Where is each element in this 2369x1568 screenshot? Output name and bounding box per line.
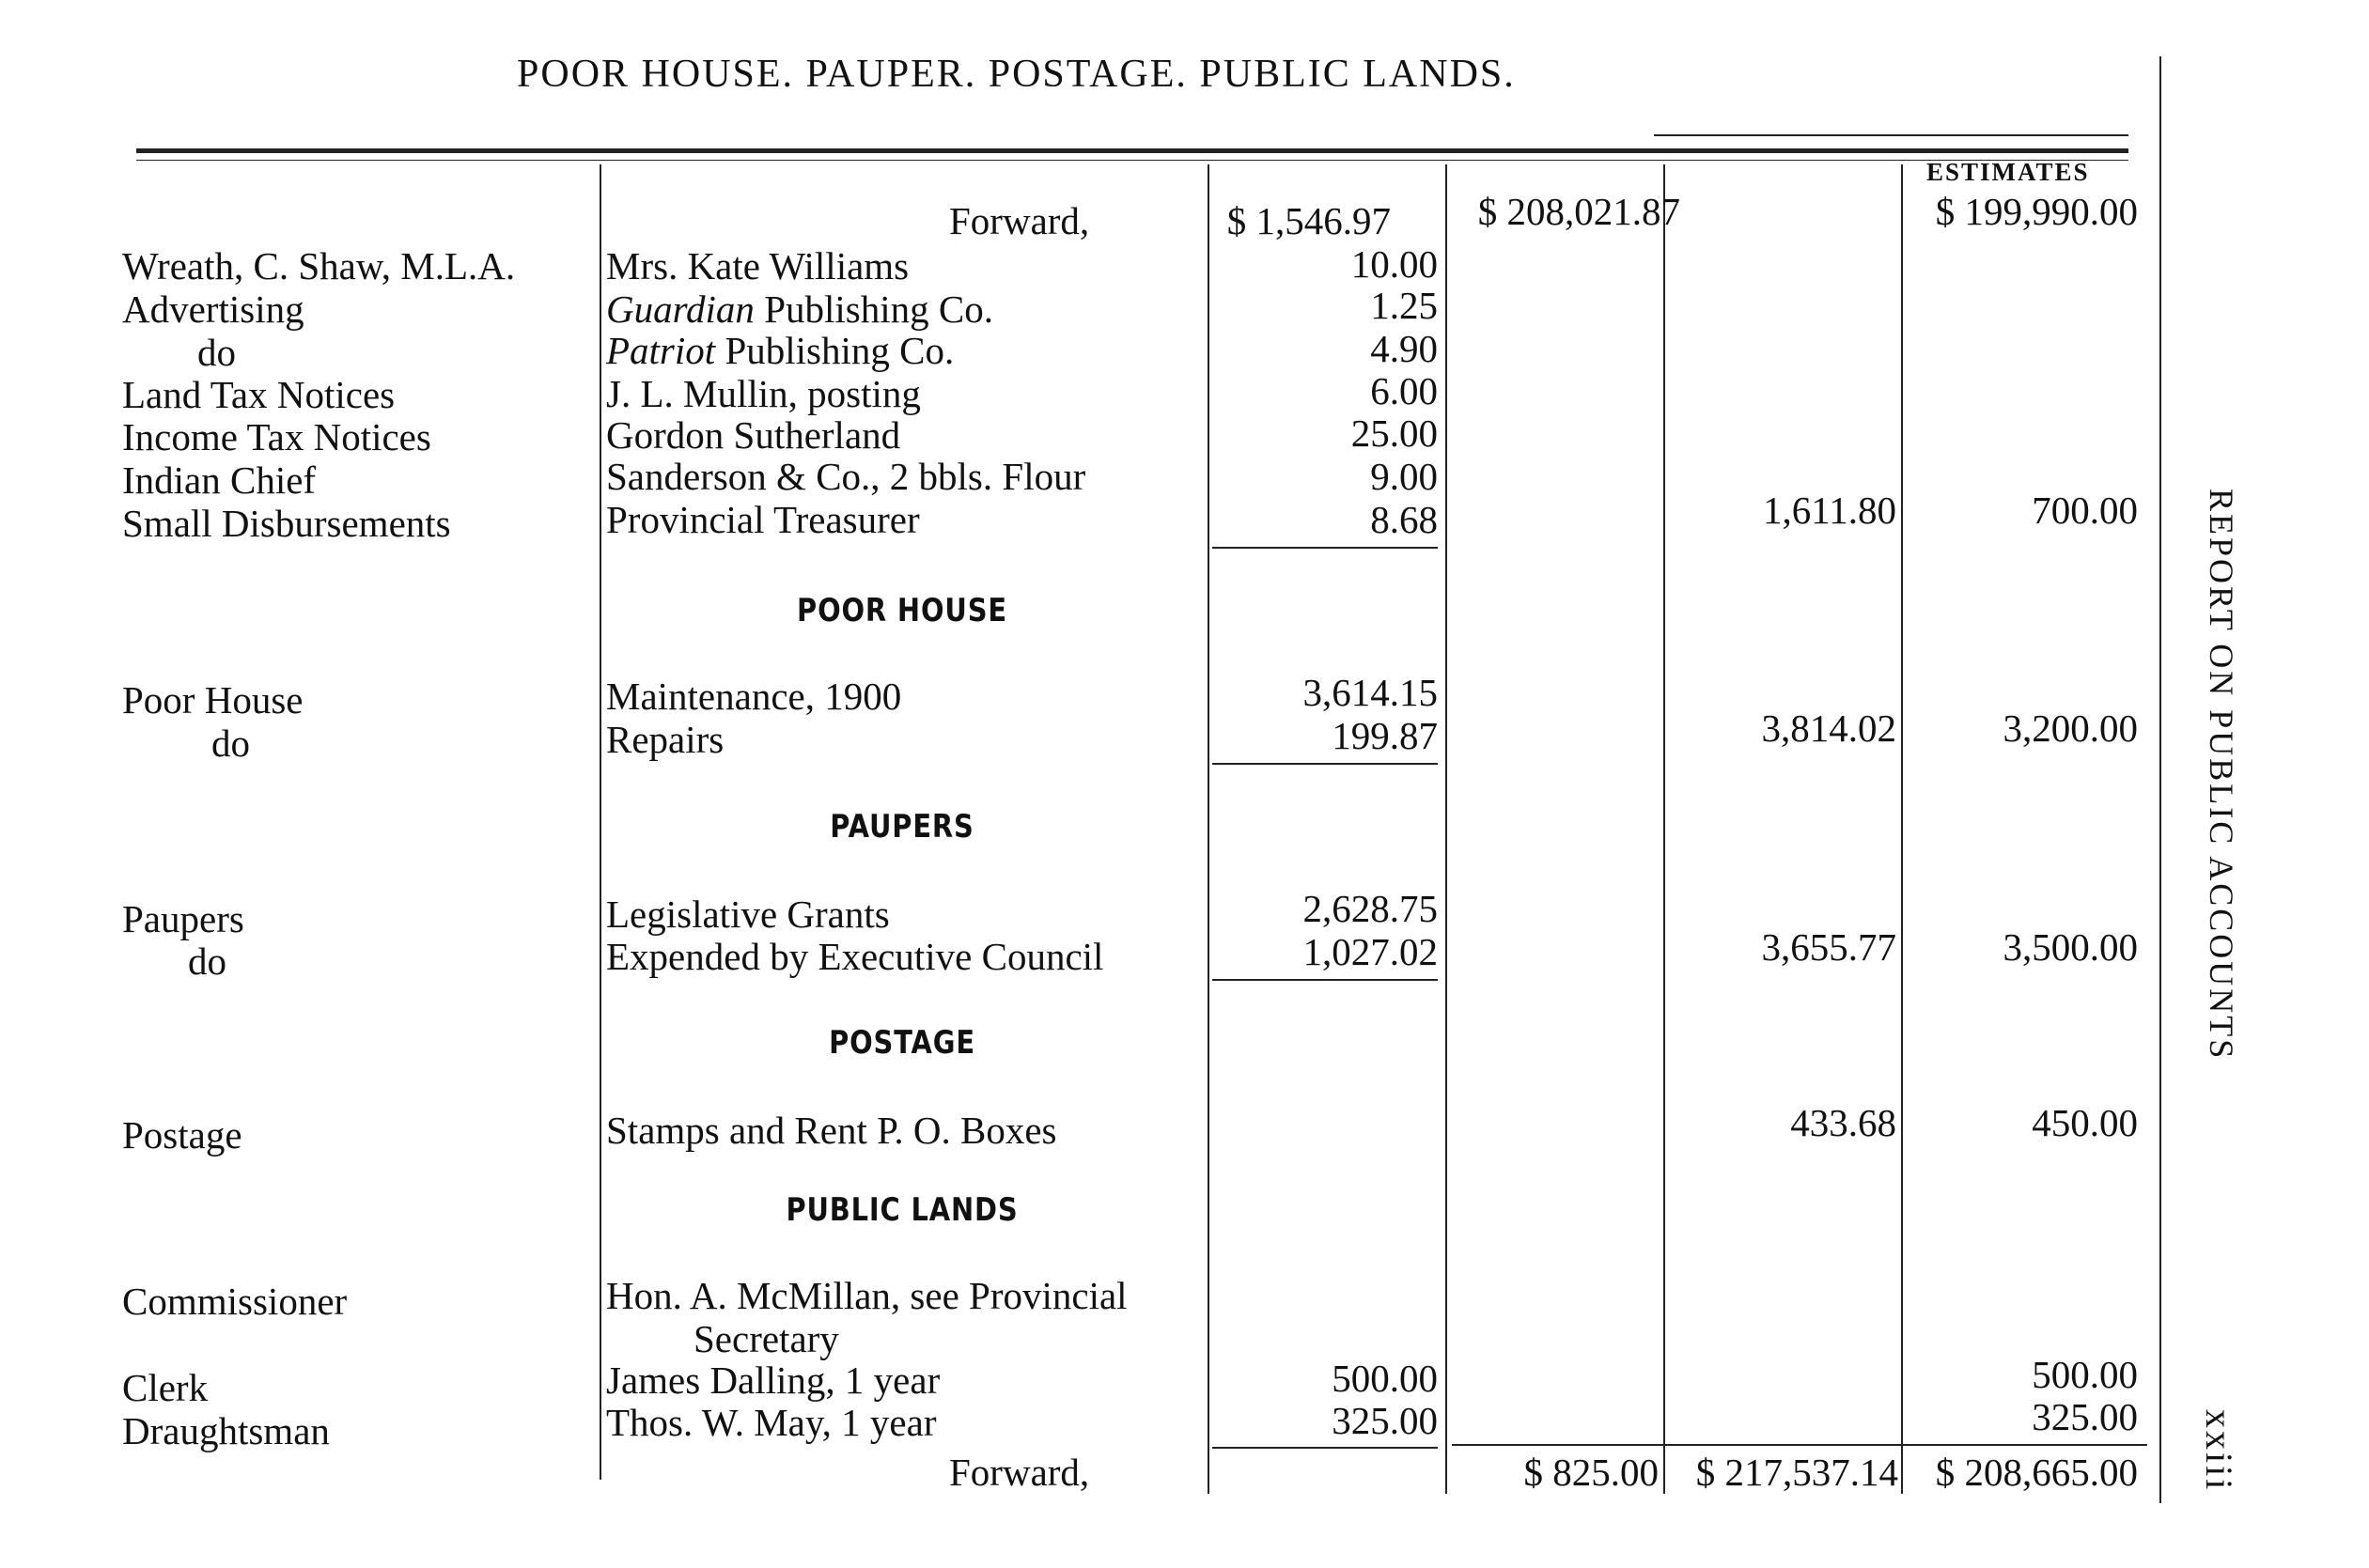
section-heading-postage: POSTAGE bbox=[829, 1024, 975, 1062]
forward-total-bottom: $ 217,537.14 bbox=[1695, 1451, 1898, 1494]
section-heading-poor-house: POOR HOUSE bbox=[797, 592, 1007, 629]
right-border-rule bbox=[2159, 56, 2161, 1503]
payee-dalling: James Dalling, 1 year bbox=[606, 1358, 941, 1402]
amount-income-tax: 25.00 bbox=[1350, 411, 1438, 455]
payee-legislative-grants: Legislative Grants bbox=[606, 893, 890, 936]
col-rule-1 bbox=[600, 164, 601, 1480]
section-heading-paupers: PAUPERS bbox=[830, 808, 974, 846]
estimate-clerk: 500.00 bbox=[2032, 1353, 2138, 1396]
payee-guardian: Guardian Publishing Co. bbox=[606, 287, 993, 331]
item-commissioner: Commissioner bbox=[122, 1280, 348, 1323]
forward-amount-top: $ 1,546.97 bbox=[1226, 199, 1391, 242]
subtotal-rule-misc bbox=[1212, 547, 1438, 549]
amount-do-1: 4.90 bbox=[1370, 327, 1438, 370]
item-poor-house: Poor House bbox=[122, 678, 304, 722]
forward-estimate-bottom: $ 208,665.00 bbox=[1935, 1451, 2138, 1494]
forward-estimate-top: $ 199,990.00 bbox=[1935, 190, 2138, 233]
total-misc: 1,611.80 bbox=[1763, 489, 1896, 532]
subtotal-rule-bottom bbox=[1212, 1447, 1438, 1449]
estimates-rule bbox=[1654, 134, 2128, 136]
item-poor-house-do: do bbox=[211, 722, 250, 765]
estimate-postage: 450.00 bbox=[2032, 1101, 2138, 1144]
amount-repairs: 199.87 bbox=[1332, 714, 1438, 757]
page-number: xxiii bbox=[2198, 1409, 2240, 1493]
total-postage: 433.68 bbox=[1790, 1101, 1896, 1144]
payee-may: Thos. W. May, 1 year bbox=[606, 1401, 937, 1444]
amount-advertising: 1.25 bbox=[1370, 284, 1438, 327]
estimate-paupers: 3,500.00 bbox=[2003, 925, 2138, 969]
payee-mcmillan: Hon. A. McMillan, see Provincial bbox=[606, 1274, 1128, 1317]
payee-mcmillan-line2: Secretary bbox=[694, 1317, 839, 1360]
amount-indian-chief: 9.00 bbox=[1370, 455, 1438, 498]
item-clerk: Clerk bbox=[122, 1366, 209, 1409]
amount-maintenance: 3,614.15 bbox=[1302, 671, 1438, 714]
forward-label-bottom: Forward, bbox=[949, 1451, 1090, 1494]
subtotal-rule-paupers bbox=[1212, 979, 1438, 981]
amount-wreath: 10.00 bbox=[1350, 242, 1438, 286]
item-draughtsman: Draughtsman bbox=[122, 1409, 330, 1452]
col-rule-5 bbox=[1901, 164, 1903, 1494]
forward-total-top: $ 208,021.87 bbox=[1477, 190, 1680, 233]
payee-stamps: Stamps and Rent P. O. Boxes bbox=[606, 1109, 1057, 1152]
item-land-tax: Land Tax Notices bbox=[122, 373, 396, 416]
amount-small-disbursements: 8.68 bbox=[1370, 498, 1438, 541]
total-rule-bottom bbox=[1452, 1444, 2147, 1446]
payee-executive-council: Expended by Executive Council bbox=[606, 935, 1104, 978]
page-title: POOR HOUSE. PAUPER. POSTAGE. PUBLIC LANDS. bbox=[517, 53, 1516, 96]
subtotal-rule-poor-house bbox=[1212, 763, 1438, 765]
col-rule-3 bbox=[1445, 164, 1447, 1494]
amount-executive-council: 1,027.02 bbox=[1302, 930, 1438, 973]
item-paupers-do: do bbox=[188, 939, 226, 983]
payee-provincial-treasurer: Provincial Treasurer bbox=[606, 498, 920, 541]
item-paupers: Paupers bbox=[122, 897, 244, 940]
total-poor-house: 3,814.02 bbox=[1761, 706, 1896, 750]
col-rule-4 bbox=[1663, 164, 1665, 1494]
item-indian-chief: Indian Chief bbox=[122, 458, 317, 502]
forward-subtotal-bottom: $ 825.00 bbox=[1523, 1451, 1659, 1494]
amount-legislative-grants: 2,628.75 bbox=[1302, 887, 1438, 930]
estimate-draughtsman: 325.00 bbox=[2032, 1395, 2138, 1438]
payee-sanderson: Sanderson & Co., 2 bbls. Flour bbox=[606, 455, 1086, 498]
item-small-disbursements: Small Disbursements bbox=[122, 502, 451, 545]
estimate-poor-house: 3,200.00 bbox=[2003, 706, 2138, 750]
top-rule-thin bbox=[136, 160, 2128, 161]
amount-clerk: 500.00 bbox=[1332, 1357, 1438, 1400]
estimate-misc: 700.00 bbox=[2032, 489, 2138, 532]
payee-patriot: Patriot Publishing Co. bbox=[606, 329, 955, 372]
payee-sutherland: Gordon Sutherland bbox=[606, 413, 901, 457]
payee-maintenance: Maintenance, 1900 bbox=[606, 675, 902, 718]
item-advertising: Advertising bbox=[122, 287, 304, 331]
total-paupers: 3,655.77 bbox=[1761, 925, 1896, 969]
forward-label-top: Forward, bbox=[949, 199, 1090, 242]
running-title: REPORT ON PUBLIC ACCOUNTS bbox=[2203, 489, 2240, 1062]
top-rule-thick bbox=[136, 148, 2128, 153]
item-do-1: do bbox=[197, 331, 236, 374]
section-heading-public-lands: PUBLIC LANDS bbox=[786, 1191, 1019, 1229]
estimates-label: ESTIMATES bbox=[1926, 158, 2090, 186]
payee-repairs: Repairs bbox=[606, 718, 725, 761]
amount-land-tax: 6.00 bbox=[1370, 369, 1438, 412]
item-postage: Postage bbox=[122, 1113, 242, 1157]
payee-mullin: J. L. Mullin, posting bbox=[606, 372, 921, 415]
item-income-tax: Income Tax Notices bbox=[122, 415, 431, 458]
payee-kate-williams: Mrs. Kate Williams bbox=[606, 244, 910, 287]
item-wreath: Wreath, C. Shaw, M.L.A. bbox=[122, 244, 516, 287]
amount-draughtsman: 325.00 bbox=[1332, 1399, 1438, 1442]
